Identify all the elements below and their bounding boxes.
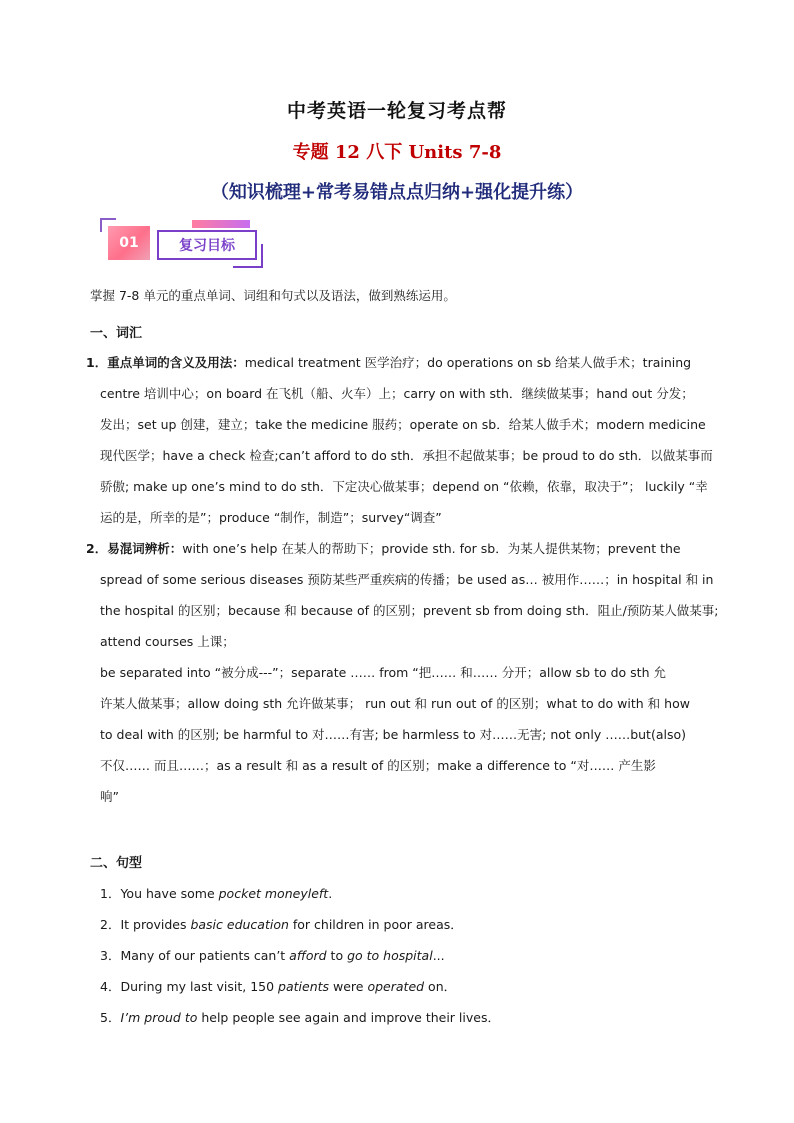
item-line: spread of some serious diseases 预防某些严重疾病的传播；be used as… 被用作……；in hospital 和 in	[100, 572, 714, 587]
section1-heading: 一、词汇	[90, 326, 143, 341]
item-line: be separated into “被分成---”；separate …… from “把…… 和…… 分开；allow sb to do sth 允	[100, 665, 666, 680]
sentence-emphasis: pocket moneyleft	[218, 886, 329, 901]
badge-number: 01	[108, 226, 150, 260]
sentence-number: 4．	[100, 979, 121, 994]
sentence-item	[100, 1008, 500, 1026]
sentence-text: to	[326, 948, 348, 963]
sentence-emphasis: I’m proud to	[120, 1010, 198, 1025]
sentence-item	[100, 884, 332, 902]
sentence-emphasis: go to hospital	[347, 948, 433, 963]
sentence-text: on．	[424, 979, 457, 994]
item-line: centre 培训中心；on board 在飞机（船、火车）上；carry on with sth．继续做某事；hand out 分发；	[100, 386, 694, 401]
sentence-number: 1．	[100, 886, 121, 901]
section-badge	[100, 218, 265, 266]
document-paren-title: （知识梳理+常考易错点点归纳+强化提升练）	[210, 182, 584, 203]
item-line: with one’s help 在某人的帮助下；provide sth. for sb．为某人提供某物；prevent the	[182, 541, 681, 556]
item-number: 1．	[86, 355, 108, 370]
sentence-emphasis: afford	[289, 948, 327, 963]
document-subtitle: 专题 12 八下 Units 7-8	[292, 142, 502, 163]
sentence-text: .	[328, 886, 333, 901]
item-line: 发出；set up 创建，建立；take the medicine 服药；operate on sb．给某人做手术；modern medicine	[100, 417, 706, 432]
sentence-text: ...	[432, 948, 445, 963]
item-line: 骄傲; make up one’s mind to do sth．下定决心做某事；depend on “依赖，依靠，取决于”； luckily “幸	[100, 479, 708, 494]
item-line: 现代医学；have a check 检查;can’t afford to do sth．承担不起做某事；be proud to do sth．以做某事而	[100, 448, 713, 463]
sentence-text: You have some	[120, 886, 219, 901]
sentence-emphasis: basic education	[190, 917, 289, 932]
sentence-item	[100, 915, 463, 933]
sentence-emphasis: operated	[367, 979, 425, 994]
sentence-text: During my last visit, 150	[120, 979, 279, 994]
sentence-item	[100, 977, 456, 995]
badge-corner-bracket	[233, 244, 263, 268]
item-line: to deal with 的区别; be harmful to 对……有害; be harmless to 对……无害; not only ……but(also)	[100, 727, 686, 742]
item-line: 不仅…… 而且……；as a result 和 as a result of 的区别；make a difference to “对…… 产生影	[100, 758, 656, 773]
item-number: 2．	[86, 541, 108, 556]
section2-heading: 二、句型	[90, 856, 143, 871]
document-title: 中考英语一轮复习考点帮	[286, 100, 507, 122]
item-line: the hospital 的区别；because 和 because of 的区别；prevent sb from doing sth．阻止/预防某人做某事;	[100, 603, 719, 618]
sentence-item	[100, 946, 445, 964]
sentence-number: 5．	[100, 1010, 121, 1025]
sentence-text: were	[329, 979, 368, 994]
sentence-number: 3．	[100, 948, 121, 963]
goal-text: 掌握 7-8 单元的重点单词、词组和句式以及语法，做到熟练运用。	[90, 288, 456, 303]
item-line: 运的是，所幸的是”；produce “制作，制造”；survey“调查”	[100, 510, 442, 525]
sentence-text: help people see again and improve their lives．	[197, 1010, 500, 1025]
badge-top-stripe	[192, 220, 250, 228]
item-line: 许某人做某事；allow doing sth 允许做某事； run out 和 run out of 的区别；what to do with 和 how	[100, 696, 690, 711]
item-line: attend courses 上课；	[100, 634, 235, 649]
badge-label: 复习目标	[157, 230, 257, 260]
sentence-emphasis: patients	[278, 979, 330, 994]
vocab-item-2	[86, 533, 722, 812]
item-line: medical treatment 医学治疗；do operations on sb 给某人做手术；training	[244, 355, 692, 370]
vocab-item-1	[86, 347, 722, 533]
item-lead: 易混词辨析：	[107, 541, 183, 556]
item-lead: 重点单词的含义及用法：	[107, 355, 245, 370]
sentence-number: 2．	[100, 917, 121, 932]
item-line: 响”	[100, 789, 119, 804]
sentence-text: It provides	[120, 917, 191, 932]
sentence-text: for children in poor areas．	[288, 917, 463, 932]
sentence-text: Many of our patients can’t	[120, 948, 290, 963]
